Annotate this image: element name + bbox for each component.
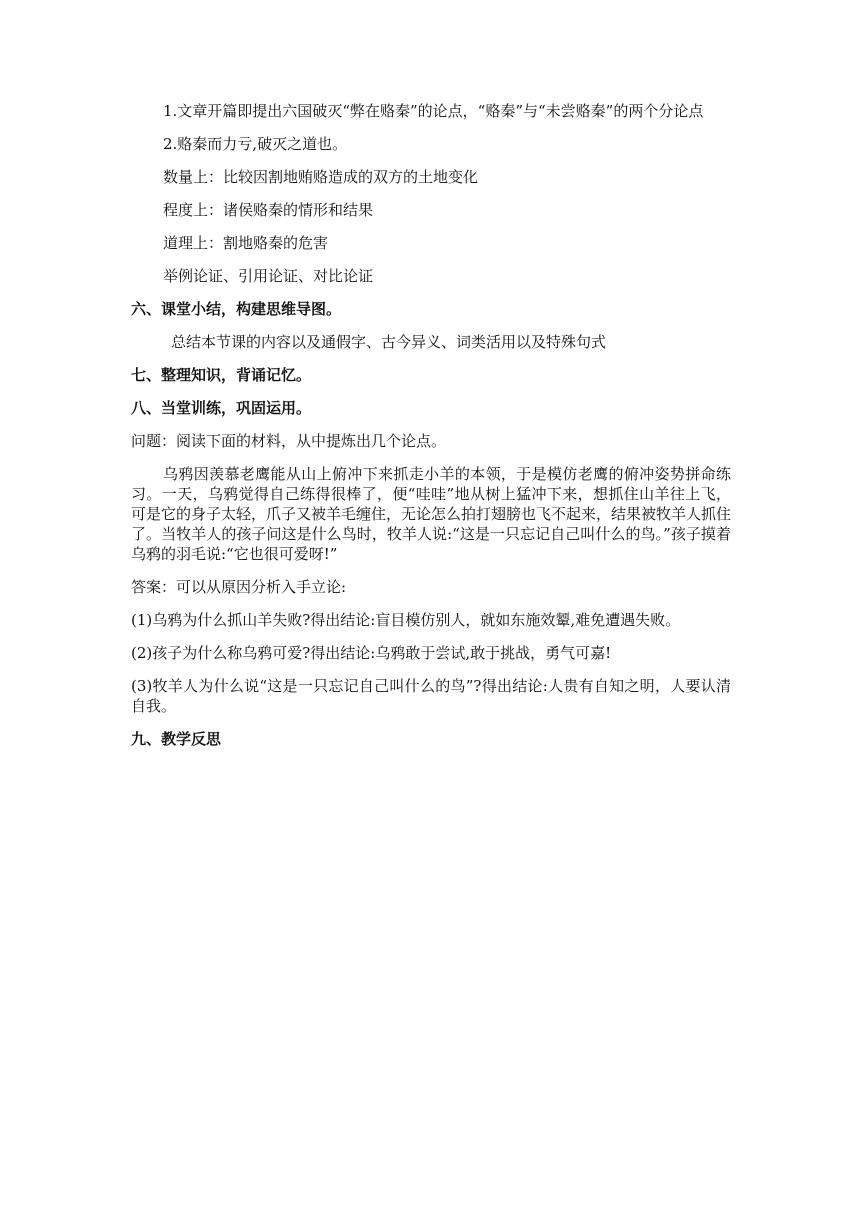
paragraph-point-2: 2.赂秦而力亏,破灭之道也。: [163, 135, 348, 153]
section-heading-6: 六、课堂小结，构建思维导图。: [131, 300, 342, 318]
answer-3: (3)牧羊人为什么说“这是一只忘记自己叫什么的鸟”?得出结论:人贵有自知之明，人要认清自我。: [131, 677, 731, 715]
paragraph-methods: 举例论证、引用论证、对比论证: [163, 267, 374, 285]
paragraph-degree: 程度上：诸侯赂秦的情形和结果: [163, 201, 374, 219]
section-heading-9: 九、教学反思: [131, 730, 222, 748]
answer-intro: 答案：可以从原因分析入手立论:: [131, 578, 347, 596]
answer-2: (2)孩子为什么称乌鸦可爱?得出结论:乌鸦敢于尝试,敢于挑战，勇气可嘉!: [131, 644, 612, 662]
document-body: [131, 101, 731, 762]
paragraph-reasoning: 道理上：割地赂秦的危害: [163, 234, 329, 252]
story-paragraph: 乌鸦因羡慕老鹰能从山上俯冲下来抓走小羊的本领，于是模仿老鹰的俯冲姿势拼命练习。一天，乌鸦觉得自己练得很棒了，便“哇哇”地从树上猛冲下来，想抓住山羊往上飞，可是它的身子太轻，爪子又被羊毛缠住，无论怎么拍打翅膀也飞不起来，结果被牧羊人抓住了。当牧羊人的孩子问这是什么鸟时，牧羊人说:“这是一只忘记自己叫什么的鸟。”孩子摸着乌鸦的羽毛说:“它也很可爱呀!”: [131, 465, 732, 563]
section-heading-7: 七、整理知识，背诵记忆。: [131, 366, 312, 384]
paragraph-quantity: 数量上：比较因割地贿赂造成的双方的土地变化: [163, 168, 479, 186]
paragraph-summary: 总结本节课的内容以及通假字、古今异义、词类活用以及特殊句式: [171, 333, 607, 351]
question-text: 问题：阅读下面的材料，从中提炼出几个论点。: [131, 432, 447, 450]
answer-1: (1)乌鸦为什么抓山羊失败?得出结论:盲目模仿别人，就如东施效颦,难免遭遇失败。: [131, 611, 681, 629]
section-heading-8: 八、当堂训练，巩固运用。: [131, 399, 312, 417]
paragraph-point-1: 1.文章开篇即提出六国破灭“弊在赂秦”的论点，“赂秦”与“未尝赂秦”的两个分论点: [163, 102, 704, 120]
